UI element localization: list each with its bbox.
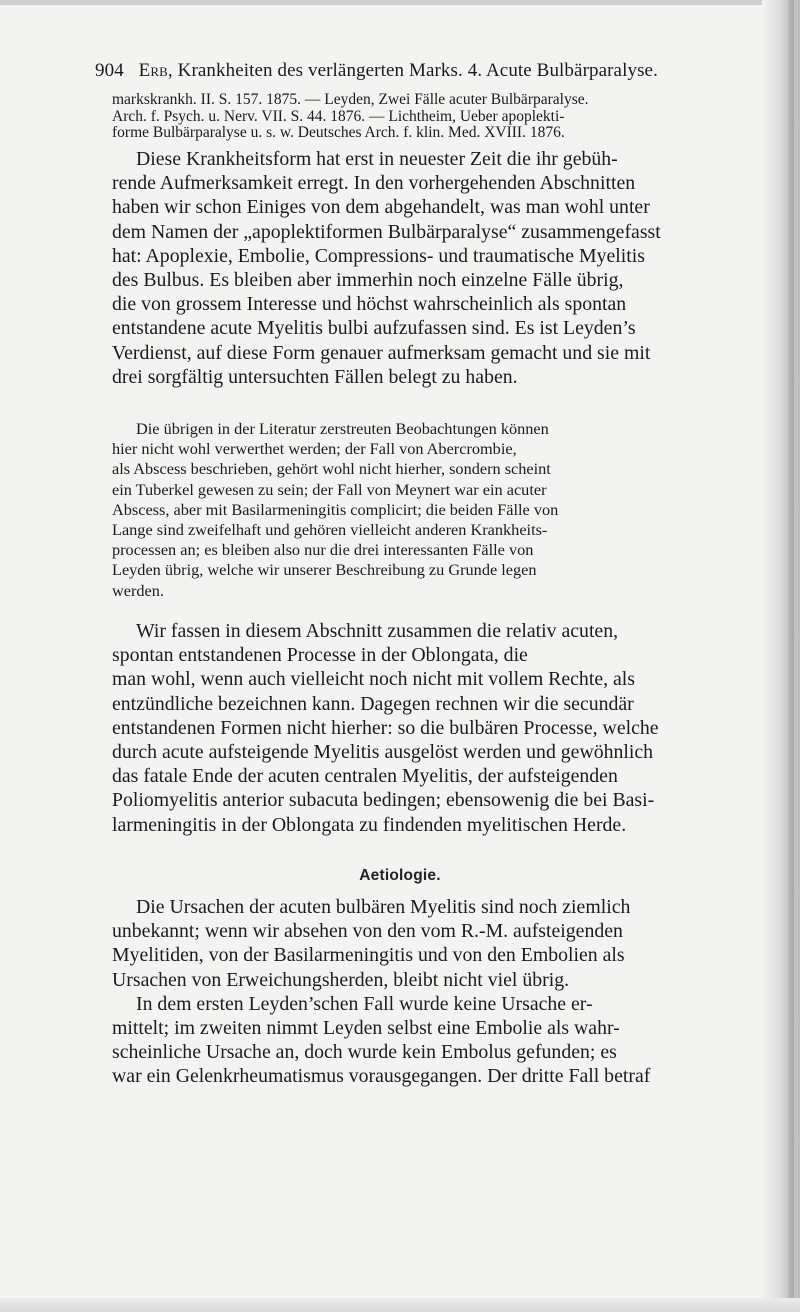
text-line: Myelitiden, von der Basilarmeningitis und von den Embolien als <box>112 944 625 967</box>
text-line: unbekannt; wenn wir absehen von den vom R.-M. aufsteigenden <box>112 920 623 943</box>
reference-line: markskrankh. II. S. 157. 1875. — Leyden, Zwei Fälle acuter Bulbärparalyse. <box>112 91 589 108</box>
text-line: entzündliche bezeichnen kann. Dagegen rechnen wir die secundär <box>112 692 634 715</box>
text-line: processen an; es bleiben also nur die drei interessanten Fälle von <box>112 540 534 560</box>
page-bottom-edge <box>0 1298 800 1312</box>
text-line: Lange sind zweifelhaft und gehören vielleicht anderen Krankheits- <box>112 519 548 539</box>
text-line: Die Ursachen der acuten bulbären Myelitis sind noch ziemlich <box>136 896 631 918</box>
text-line: haben wir schon Einiges von dem abgehandelt, was man wohl unter <box>112 196 650 219</box>
text-line: Wir fassen in diesem Abschnitt zusammen die relativ acuten, <box>136 620 619 642</box>
paragraph-literature-note <box>112 419 776 601</box>
text-line: des Bulbus. Es bleiben aber immerhin noch einzelne Fälle übrig, <box>112 268 624 291</box>
paragraph-aetiology <box>112 895 776 1089</box>
running-head-title: Krankheiten des verlängerten Marks. 4. Acute Bulbärparalyse. <box>177 60 658 81</box>
text-line: entstandenen Formen nicht hierher: so die bulbären Processe, welche <box>112 716 659 739</box>
text-line: Diese Krankheitsform hat erst in neuester Zeit die ihr gebüh- <box>136 148 618 170</box>
section-heading: Aetiologie. <box>359 867 441 884</box>
text-line: scheinliche Ursache an, doch wurde kein Embolus gefunden; es <box>112 1041 617 1064</box>
page-number: 904 <box>95 60 124 81</box>
text-line: rende Aufmerksamkeit erregt. In den vorhergehenden Abschnitten <box>112 172 636 195</box>
reference-line: forme Bulbärparalyse u. s. w. Deutsches Arch. f. klin. Med. XVIII. 1876. <box>112 124 565 141</box>
paragraph-intro <box>112 147 776 389</box>
text-line: die von grossem Interesse und höchst wahrscheinlich als spontan <box>112 293 627 316</box>
text-line: Poliomyelitis anterior subacuta bedingen; ebensowenig die bei Basi- <box>112 789 655 812</box>
paragraph-scope <box>112 619 776 837</box>
text-line: larmeningitis in der Oblongata zu findenden myelitischen Herde. <box>112 813 627 836</box>
text-line: Die übrigen in der Literatur zerstreuten Beobachtungen können <box>136 419 549 438</box>
text-line: als Abscess beschrieben, gehört wohl nicht hierher, sondern scheint <box>112 459 551 479</box>
references-block <box>112 92 772 142</box>
text-line: hier nicht wohl verwerthet werden; der Fall von Abercrombie, <box>112 439 517 459</box>
page-top-edge <box>0 0 800 5</box>
text-line: Leyden übrig, welche wir unserer Beschreibung zu Grunde legen <box>112 560 537 580</box>
text-line: war ein Gelenkrheumatismus vorausgegangen. Der dritte Fall betraf <box>112 1065 651 1088</box>
text-line: man wohl, wenn auch vielleicht noch nicht mit vollem Rechte, als <box>112 668 635 691</box>
text-line: Verdienst, auf diese Form genauer aufmerksam gemacht und sie mit <box>112 341 651 364</box>
running-head-author: Erb, <box>138 60 173 81</box>
text-line: mittelt; im zweiten nimmt Leyden selbst eine Embolie als wahr- <box>112 1016 620 1039</box>
book-spine <box>788 0 794 1312</box>
text-line: ein Tuberkel gewesen zu sein; der Fall von Meynert war ein acuter <box>112 479 547 499</box>
text-line: durch acute aufsteigende Myelitis ausgelöst werden und gewöhnlich <box>112 740 654 763</box>
text-line: entstandene acute Myelitis bulbi aufzufassen sind. Es ist Leyden’s <box>112 317 636 340</box>
text-line: In dem ersten Leyden’schen Fall wurde keine Ursache er- <box>136 992 593 1015</box>
reference-line: Arch. f. Psych. u. Nerv. VII. S. 44. 1876. — Lichtheim, Ueber apoplekti- <box>112 107 565 125</box>
text-line: Ursachen von Erweichungsherden, bleibt nicht viel übrig. <box>112 968 570 991</box>
text-line: das fatale Ende der acuten centralen Myelitis, der aufsteigenden <box>112 765 618 788</box>
text-line: drei sorgfältig untersuchten Fällen belegt zu haben. <box>112 365 518 388</box>
text-line: spontan entstandenen Processe in der Oblongata, die <box>112 644 528 667</box>
text-line: Abscess, aber mit Basilarmeningitis complicirt; die beiden Fälle von <box>112 499 559 519</box>
running-head <box>95 60 775 82</box>
text-line: dem Namen der „apoplektiformen Bulbärparalyse“ zusammengefasst <box>112 220 661 243</box>
text-line: werden. <box>112 580 164 600</box>
text-line: hat: Apoplexie, Embolie, Compressions- und traumatische Myelitis <box>112 244 645 267</box>
